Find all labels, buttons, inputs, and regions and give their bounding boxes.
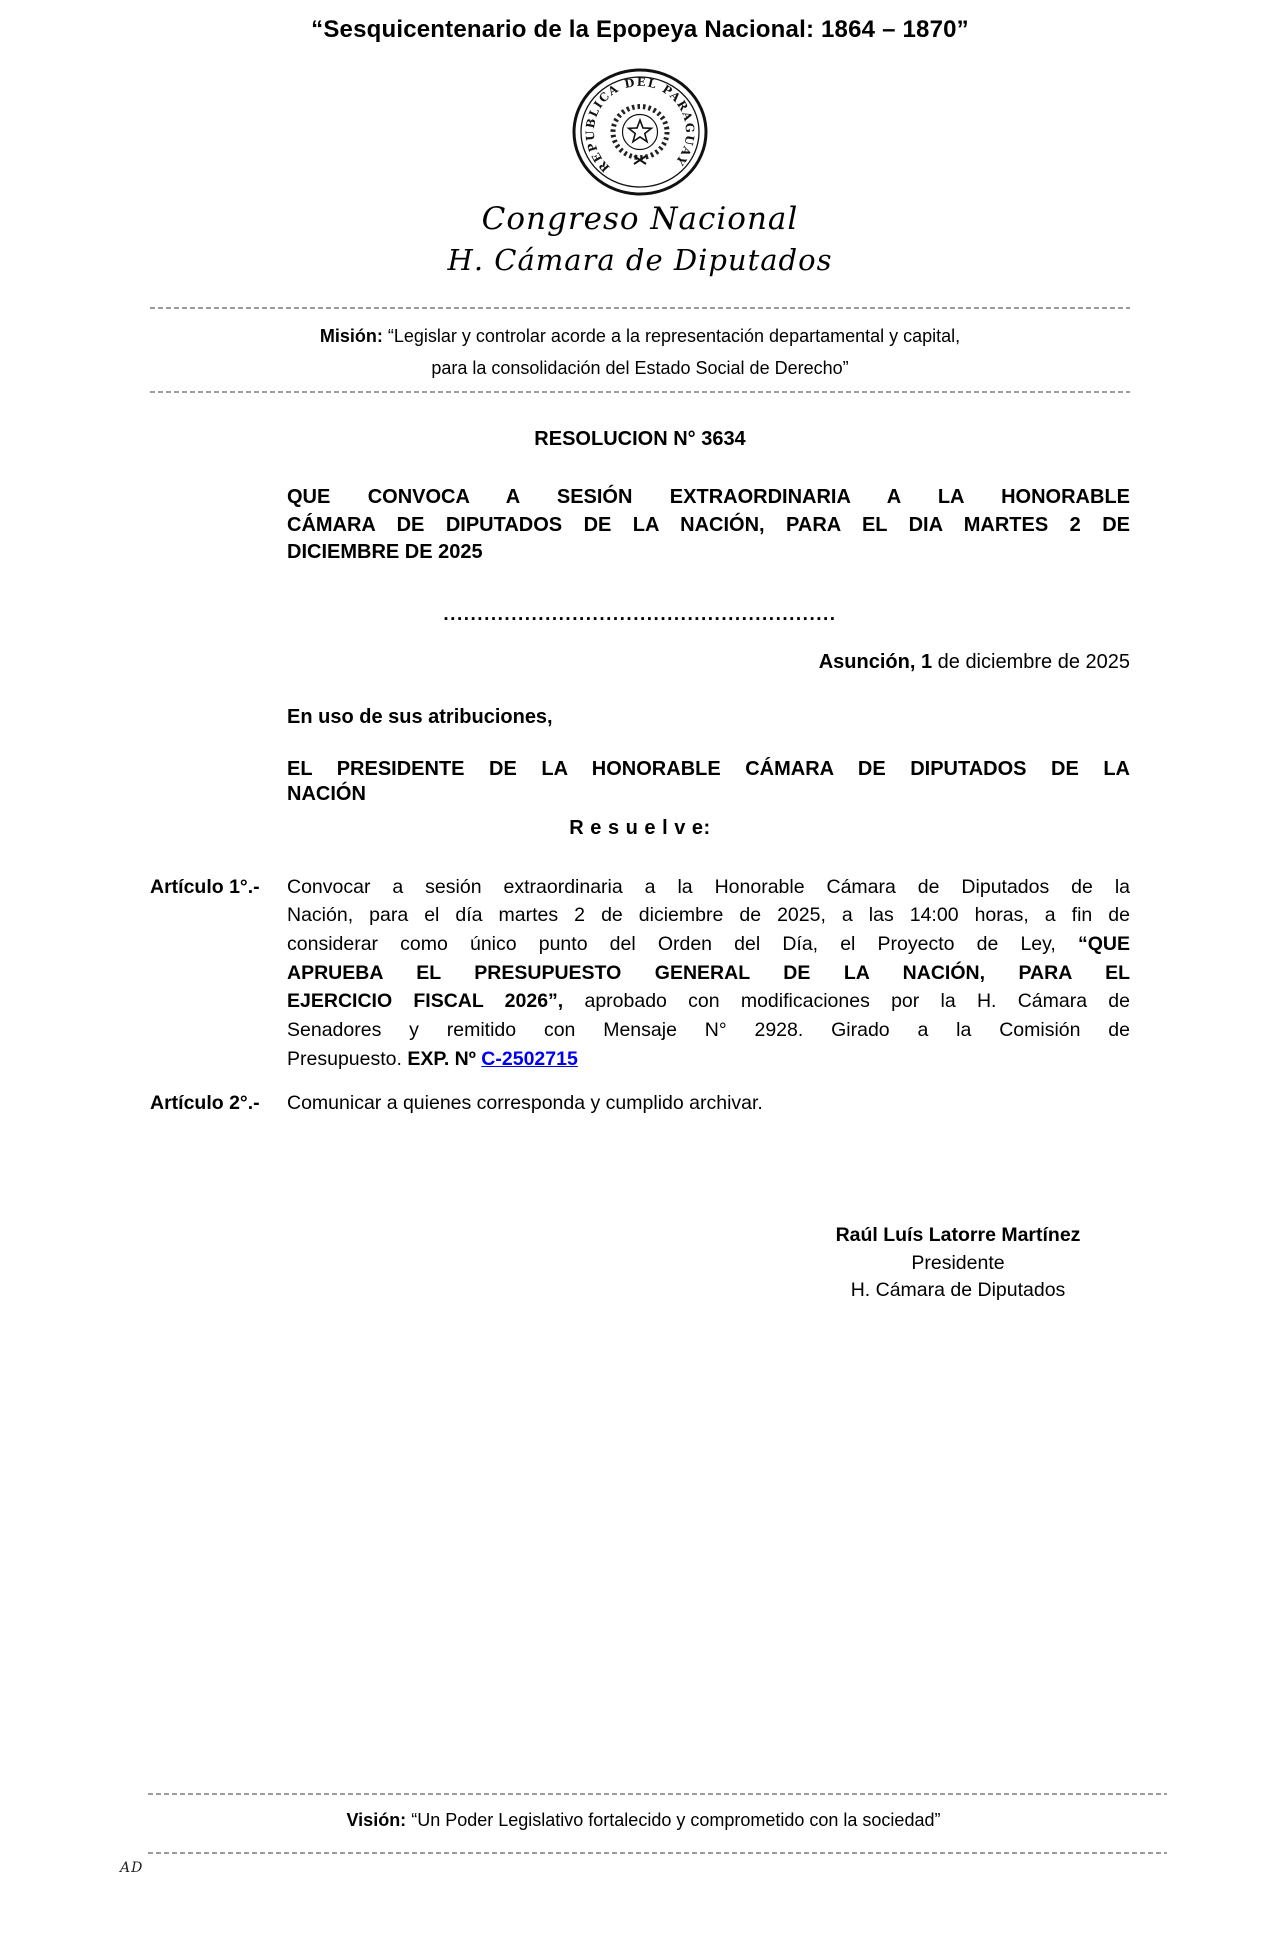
mission-line-1: Misión: “Legislar y controlar acorde a la representación departamental y capital, (319, 326, 961, 346)
footer-initials: AD (120, 1860, 144, 1876)
mission-statement (150, 320, 1130, 384)
signature-title: Presidente (911, 1251, 1005, 1274)
preamble: En uso de sus atribuciones, (287, 705, 553, 728)
separator-line (148, 1852, 1167, 1854)
signature-org: H. Cámara de Diputados (850, 1279, 1066, 1302)
date-rest: de diciembre de 2025 (932, 650, 1130, 673)
resolution-subject (287, 484, 1130, 567)
article-2-label: Artículo 2°.- (150, 1092, 260, 1115)
header-motto: “Sesquicentenario de la Epopeya Nacional: 1864 – 1870” (311, 16, 969, 43)
article-1-text (287, 873, 1130, 1074)
separator-line (150, 391, 1130, 393)
expediente-link[interactable]: C-2502715 (481, 1047, 578, 1070)
date-city: Asunción, 1 (818, 650, 933, 673)
subject-line-1: QUE CONVOCA A SESIÓN EXTRAORDINARIA A LA HONORABLE (287, 486, 1130, 508)
institution-congreso-nacional: Congreso Nacional (481, 201, 799, 237)
mission-line-2: para la consolidación del Estado Social de Derecho” (431, 358, 849, 378)
seal-wrap (150, 68, 1130, 198)
article-1-label: Artículo 1°.- (150, 875, 260, 898)
article-1-line-2: Nación, para el día martes 2 de diciembre de 2025, a las 14:00 horas, a fin de (287, 904, 1130, 927)
institution-camara-diputados: H. Cámara de Diputados (447, 243, 833, 277)
article-1-line-1: Convocar a sesión extraordinaria a la Honorable Cámara de Diputados de la (287, 875, 1130, 898)
date-line (150, 650, 1130, 674)
resolution-number-title: RESOLUCION N° 3634 (534, 428, 746, 450)
article-2 (150, 1089, 1130, 1118)
article-1-line-4: APRUEBA EL PRESUPUESTO GENERAL DE LA NACIÓN, PARA EL (287, 961, 1130, 984)
separator-line (148, 1793, 1167, 1795)
article-1-line-5: EJERCICIO FISCAL 2026”, aprobado con modificaciones por la H. Cámara de (287, 990, 1130, 1013)
page-footer (120, 1793, 1167, 1876)
subject-line-2: CÁMARA DE DIPUTADOS DE LA NACIÓN, PARA EL DIA MARTES 2 DE (287, 513, 1130, 536)
separator-line (150, 307, 1130, 309)
signature-name: Raúl Luís Latorre Martínez (835, 1224, 1081, 1247)
seal-ring-text: REPUBLICA DEL PARAGUAY (582, 74, 698, 175)
resolve-word: R e s u e l v e: (569, 816, 711, 839)
authority-line-2: NACIÓN (287, 782, 366, 805)
article-1 (150, 873, 1130, 1074)
dotted-line: .......................................................... (443, 603, 837, 625)
article-1-line-3: considerar como único punto del Orden del Día, el Proyecto de Ley, “QUE (287, 932, 1130, 955)
mission-label: Misión: (319, 326, 383, 346)
paraguay-seal-icon (570, 68, 710, 198)
article-1-line-7: Presupuesto. EXP. Nº C-2502715 (287, 1047, 578, 1070)
vision-statement: Visión: “Un Poder Legislativo fortalecido y comprometido con la sociedad” (346, 1810, 941, 1830)
subject-line-3: DICIEMBRE DE 2025 (287, 541, 483, 563)
article-2-text: Comunicar a quienes corresponda y cumplido archivar. (287, 1092, 763, 1115)
article-1-line-6: Senadores y remitido con Mensaje N° 2928. Girado a la Comisión de (287, 1019, 1130, 1042)
authority (287, 757, 1130, 807)
authority-line-1: EL PRESIDENTE DE LA HONORABLE CÁMARA DE DIPUTADOS DE LA (287, 757, 1130, 780)
vision-label: Visión: (346, 1810, 407, 1830)
signature-block (748, 1222, 1168, 1305)
